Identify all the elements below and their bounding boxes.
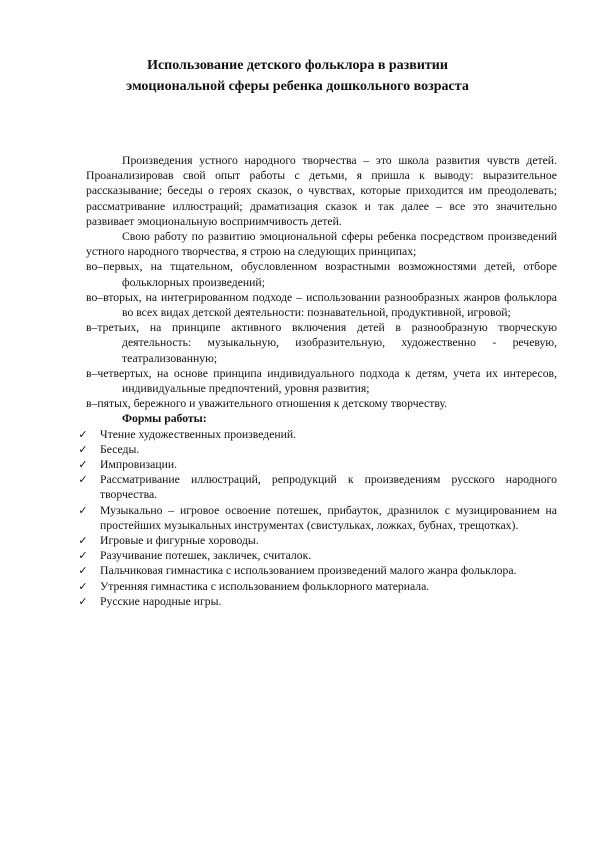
list-item: [76, 548, 557, 563]
principle-item: в–четвертых, на основе принципа индивидуального подхода к детям, учета их интересов, индивидуальные предпочтений, уровня развития;: [86, 366, 557, 396]
check-icon: ✓: [78, 579, 88, 593]
list-item-text: Утренняя гимнастика с использованием фольклорного материала.: [100, 579, 430, 593]
title-line-1: Использование детского фольклора в развитии: [147, 58, 448, 73]
list-item: [76, 533, 557, 548]
check-icon: ✓: [78, 427, 88, 441]
list-item: [76, 503, 557, 533]
principle-item: во–вторых, на интегрированном подходе – использовании разнообразных жанров фольклора во всех видах детской деятельности: познавательной, продуктивной, игровой;: [86, 290, 557, 320]
check-icon: ✓: [78, 503, 88, 517]
list-item-text: Разучивание потешек, закличек, считалок.: [100, 549, 312, 563]
list-item: [76, 472, 557, 502]
list-item: [76, 563, 557, 578]
list-item: [76, 457, 557, 472]
list-item-text: Чтение художественных произведений.: [100, 427, 297, 441]
check-icon: ✓: [78, 458, 88, 472]
principle-item: во–первых, на тщательном, обусловленном возрастными возможностями детей, отборе фольклорных произведений;: [86, 260, 557, 289]
forms-heading: Формы работы:: [122, 412, 207, 426]
check-icon: ✓: [78, 473, 88, 487]
intro-paragraph: Произведения устного народного творчества – это школа развития чувств детей. Проанализировав свой опыт работы с детьми, я пришла к выводу: выразительное рассказывание; беседы о героях сказок, о чувствах, которые приходится им преодолевать; рассматривание иллюстраций; драматизация сказок и так далее – все это значительно развивает эмоциональную восприимчивость детей.: [86, 154, 557, 228]
title-line-2: эмоциональной сферы ребенка дошкольного возраста: [126, 79, 469, 94]
check-icon: ✓: [78, 442, 88, 456]
list-item-text: Импровизации.: [100, 458, 178, 472]
list-item: [76, 427, 557, 442]
list-item-text: Игровые и фигурные хороводы.: [100, 534, 259, 548]
list-item: [76, 579, 557, 594]
check-icon: ✓: [78, 549, 88, 563]
forms-list: [76, 427, 557, 609]
list-item-text: Пальчиковая гимнастика с использованием произведений малого жанра фольклора.: [100, 564, 517, 578]
document-title: [0, 55, 595, 97]
list-item: [76, 442, 557, 457]
list-item-text: Русские народные игры.: [100, 594, 222, 608]
list-item-text: Рассматривание иллюстраций, репродукций к произведениям русского народного творчества.: [100, 473, 557, 502]
check-icon: ✓: [78, 534, 88, 548]
principle-item: в–пятых, бережного и уважительного отношения к детскому творчеству.: [86, 397, 448, 411]
principles-intro-paragraph: Свою работу по развитию эмоциональной сферы ребенка посредством произведений устного народного творчества, я строю на следующих принципах;: [86, 230, 557, 259]
check-icon: ✓: [78, 594, 88, 608]
document-body: [78, 153, 557, 609]
check-icon: ✓: [78, 564, 88, 578]
list-item-text: Музыкально – игровое освоение потешек, прибауток, дразнилок с музицированием на простейших музыкальных инструментах (свистульках, ложках, бубнах, трещотках).: [100, 503, 557, 532]
list-item: [76, 594, 557, 609]
list-item-text: Беседы.: [100, 442, 140, 456]
principle-item: в–третьих, на принципе активного включения детей в разнообразную творческую деятельность: музыкальную, изобразительную, художественно - речевую, театрализованную;: [86, 321, 557, 365]
